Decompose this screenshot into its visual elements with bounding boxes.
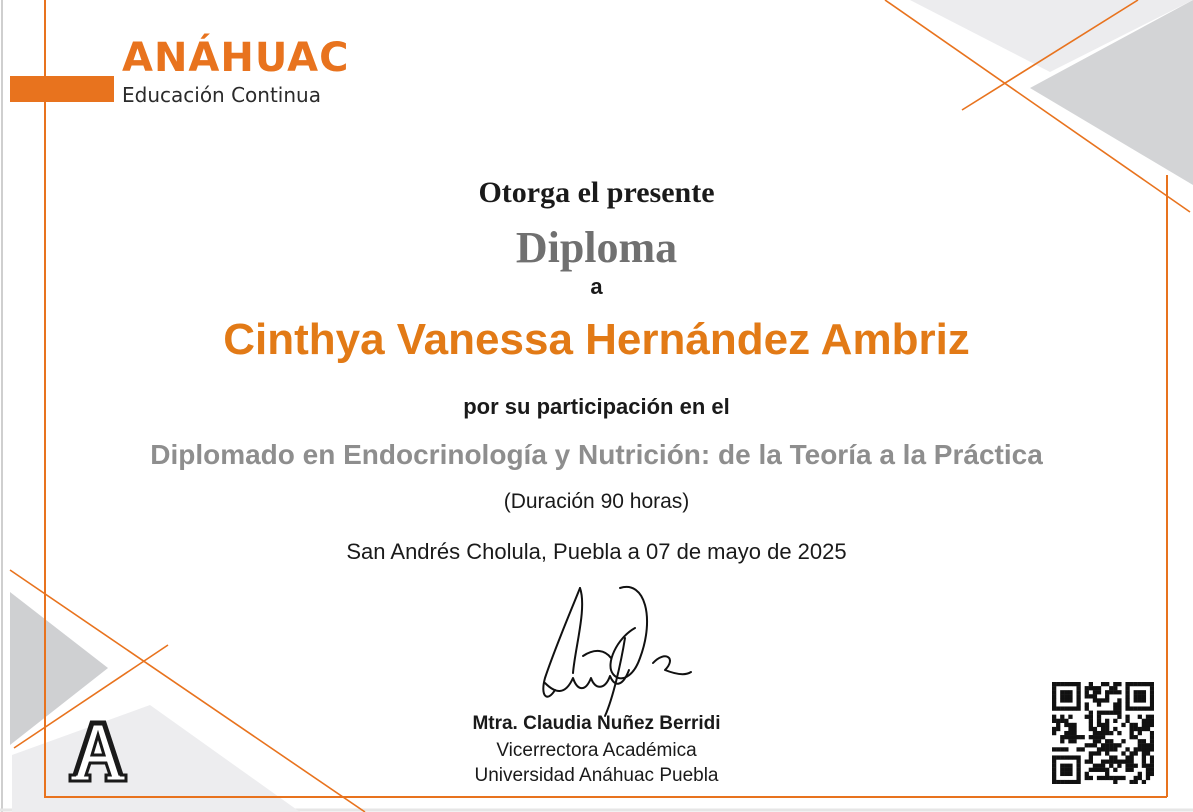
document-title: Diploma — [515, 223, 678, 272]
logo-title: ANÁHUAC — [122, 35, 350, 81]
recipient-name: Cinthya Vanessa Hernández Ambriz — [223, 315, 970, 364]
participation-text: por su participación en el — [463, 394, 730, 419]
anahuac-a-emblem-icon — [66, 719, 130, 783]
qr-code-icon[interactable] — [1052, 682, 1154, 784]
logo-subtitle: Educación Continua — [122, 83, 321, 107]
signatory-institution: Universidad Anáhuac Puebla — [474, 765, 719, 786]
logo-accent-bar — [10, 76, 114, 102]
preposition: a — [590, 274, 603, 299]
signatory-role: Vicerrectora Académica — [496, 740, 697, 761]
diploma-intro: Otorga el presente — [478, 176, 715, 209]
place-date: San Andrés Cholula, Puebla a 07 de mayo de 2025 — [346, 539, 847, 564]
handwritten-signature — [525, 578, 700, 720]
duration-text: (Duración 90 horas) — [503, 490, 690, 513]
program-title: Diplomado en Endocrinología y Nutrición: de la Teoría a la Práctica — [150, 439, 1043, 470]
signatory-name: Mtra. Claudia Nuñez Berridi — [472, 713, 721, 734]
